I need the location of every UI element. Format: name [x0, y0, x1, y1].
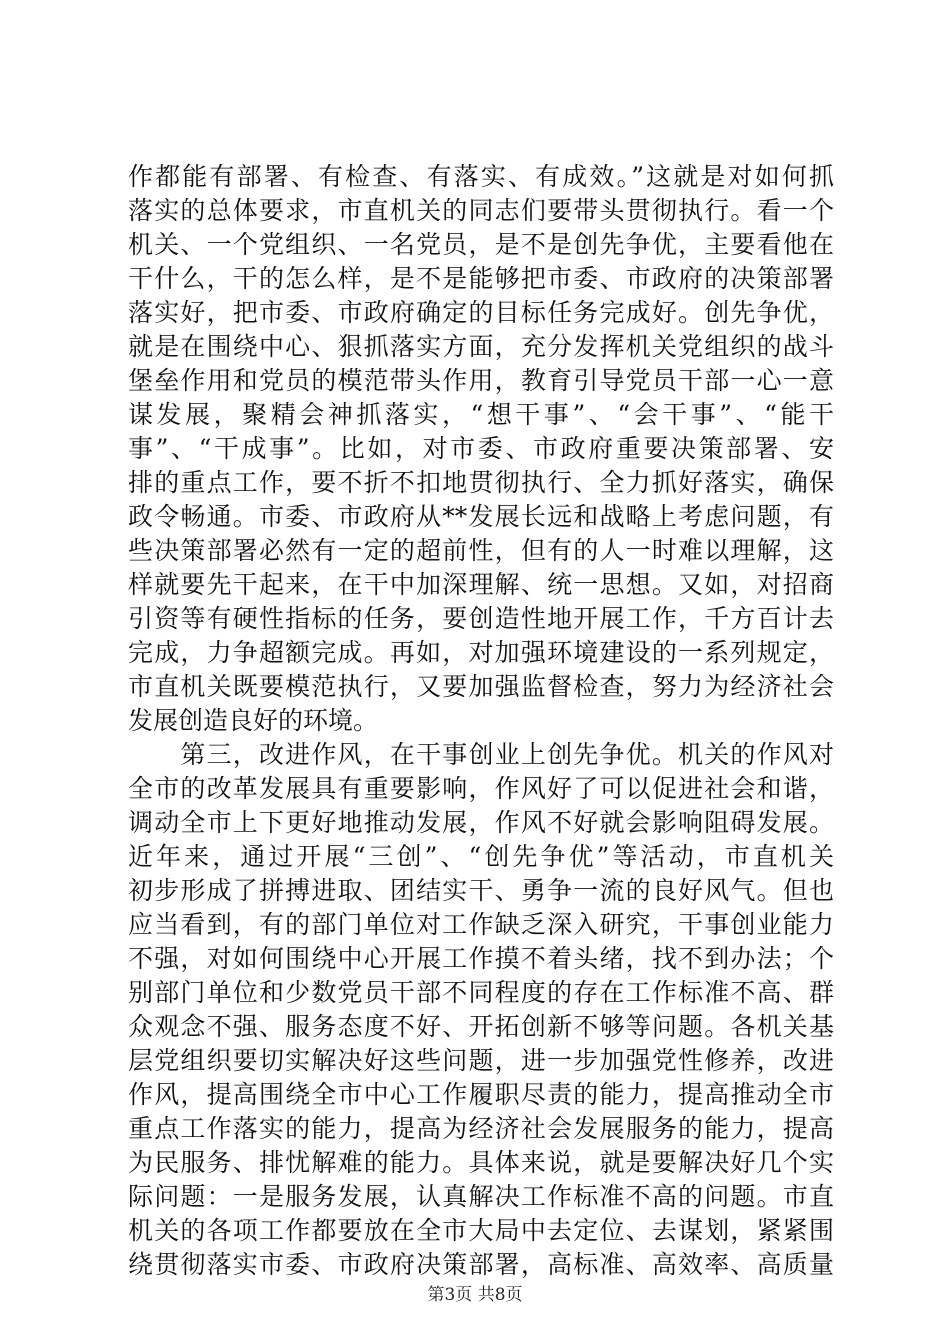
page-number-footer: 第3页 共8页: [427, 1285, 523, 1305]
text-line: 落实的总体要求，市直机关的同志们要带头贯彻执行。看一个: [128, 196, 834, 225]
text-line: 堡垒作用和党员的模范带头作用，教育引导党员干部一心一意: [128, 366, 834, 395]
text-line: 谋发展，聚精会神抓落实，“想干事”、“会干事”、“能干: [128, 400, 834, 429]
text-line: 机关、一个党组织、一名党员，是不是创先争优，主要看他在: [128, 230, 834, 259]
text-line: 近年来，通过开展“三创”、“创先争优”等活动，市直机关: [128, 842, 834, 871]
text-line: 作都能有部署、有检查、有落实、有成效。”这就是对如何抓: [128, 162, 834, 191]
text-line: 些决策部署必然有一定的超前性，但有的人一时难以理解，这: [128, 536, 834, 565]
text-line: 落实好，把市委、市政府确定的目标任务完成好。创先争优，: [128, 298, 834, 327]
text-line: 调动全市上下更好地推动发展，作风不好就会影响阻碍发展。: [128, 808, 834, 837]
text-line: 作风，提高围绕全市中心工作履职尽责的能力，提高推动全市: [128, 1080, 834, 1109]
text-line: 发展创造良好的环境。: [128, 706, 379, 735]
body-text: [128, 160, 834, 1282]
text-line: 排的重点工作，要不折不扣地贯彻执行、全力抓好落实，确保: [128, 468, 834, 497]
text-line: 市直机关既要模范执行，又要加强监督检查，努力为经济社会: [128, 672, 834, 701]
text-line: 事”、“干成事”。比如，对市委、市政府重要决策部署、安: [128, 434, 834, 463]
text-line: 第三，改进作风，在干事创业上创先争优。机关的作风对: [128, 740, 834, 769]
text-line: 际问题：一是服务发展，认真解决工作标准不高的问题。市直: [128, 1182, 834, 1211]
text-line: 为民服务、排忧解难的能力。具体来说，就是要解决好几个实: [128, 1148, 834, 1177]
text-line: 层党组织要切实解决好这些问题，进一步加强党性修养，改进: [128, 1046, 834, 1075]
text-line: 全市的改革发展具有重要影响，作风好了可以促进社会和谐，: [128, 774, 834, 803]
text-line: 政令畅通。市委、市政府从**发展长远和战略上考虑问题，有: [128, 502, 834, 531]
text-line: 不强，对如何围绕中心开展工作摸不着头绪，找不到办法；个: [128, 944, 834, 973]
text-line: 干什么，干的怎么样，是不是能够把市委、市政府的决策部署: [128, 264, 834, 293]
text-line: 就是在围绕中心、狠抓落实方面，充分发挥机关党组织的战斗: [128, 332, 834, 361]
text-line: 样就要先干起来，在干中加深理解、统一思想。又如，对招商: [128, 570, 834, 599]
text-line: 绕贯彻落实市委、市政府决策部署，高标准、高效率、高质量: [128, 1250, 834, 1279]
text-line: 引资等有硬性指标的任务，要创造性地开展工作，千方百计去: [128, 604, 834, 633]
text-line: 应当看到，有的部门单位对工作缺乏深入研究，干事创业能力: [128, 910, 834, 939]
text-line: 完成，力争超额完成。再如，对加强环境建设的一系列规定，: [128, 638, 834, 667]
text-line: 别部门单位和少数党员干部不同程度的存在工作标准不高、群: [128, 978, 834, 1007]
text-line: 机关的各项工作都要放在全市大局中去定位、去谋划，紧紧围: [128, 1216, 834, 1245]
text-line: 重点工作落实的能力，提高为经济社会发展服务的能力，提高: [128, 1114, 834, 1143]
text-line: 初步形成了拼搏进取、团结实干、勇争一流的良好风气。但也: [128, 876, 834, 905]
text-line: 众观念不强、服务态度不好、开拓创新不够等问题。各机关基: [128, 1012, 834, 1041]
